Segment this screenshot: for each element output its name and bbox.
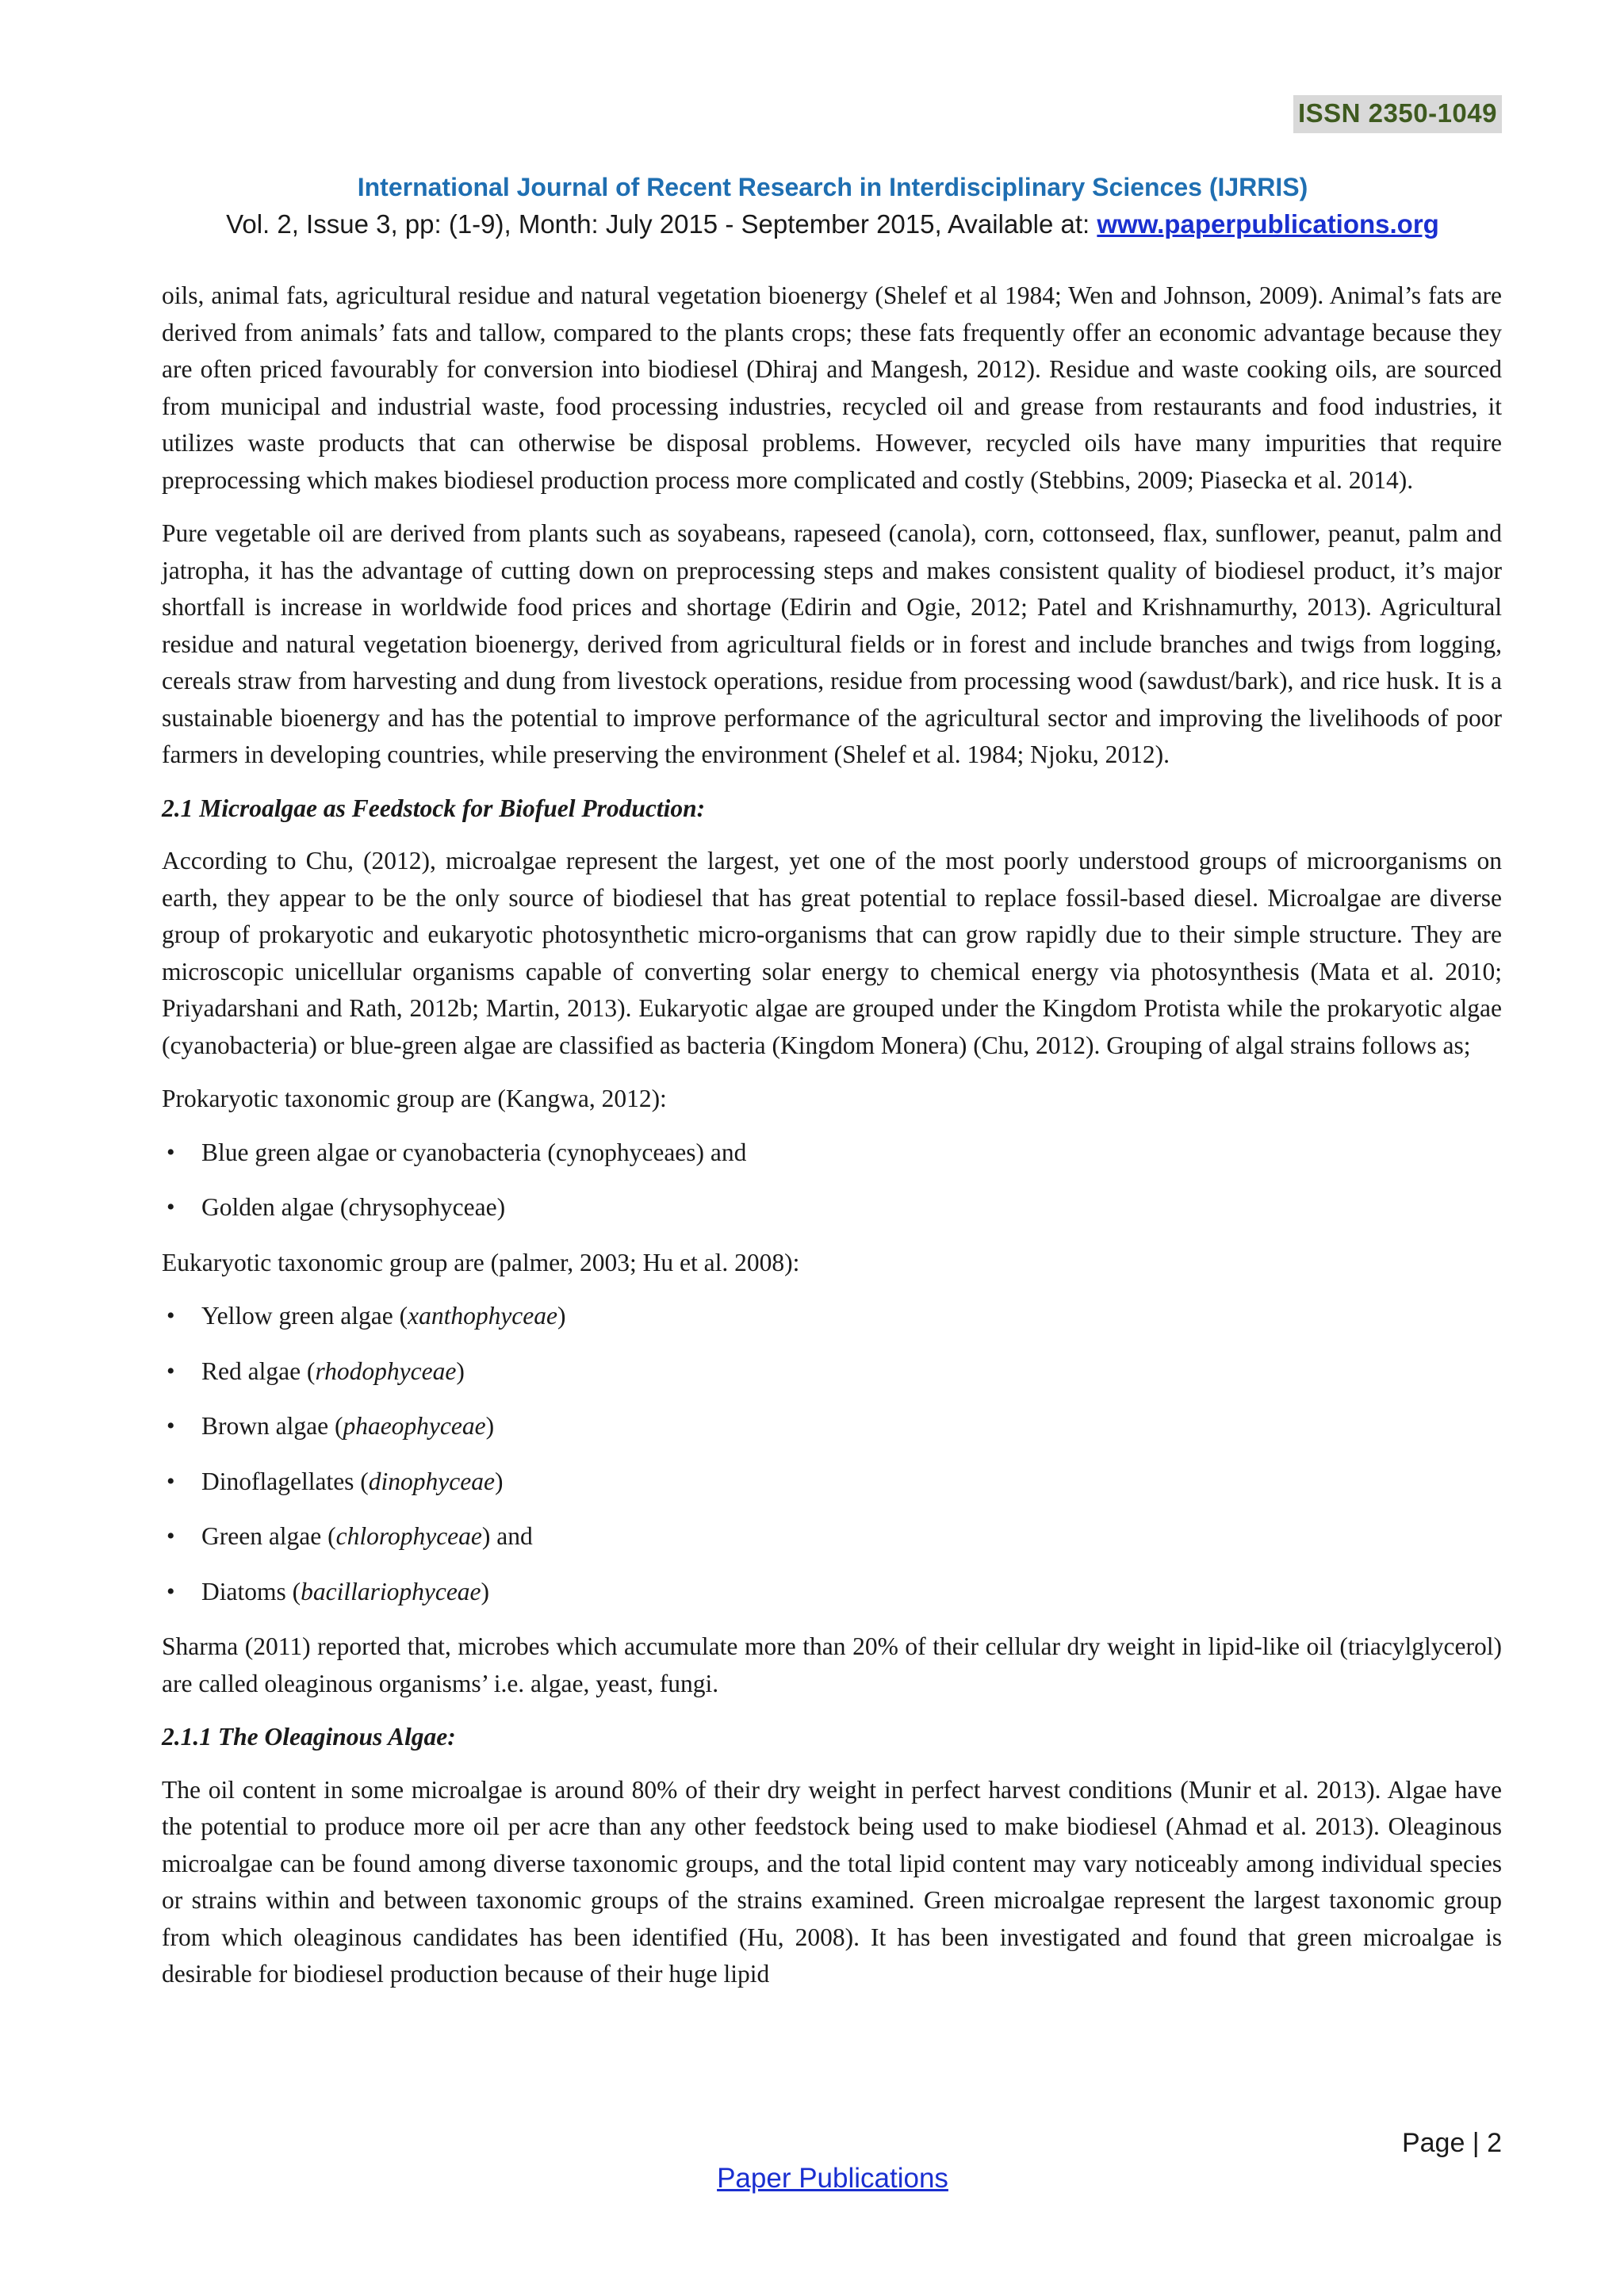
section-heading: 2.1.1 The Oleaginous Algae: xyxy=(162,1723,456,1751)
bullet-icon: • xyxy=(167,1357,175,1384)
paragraph: Eukaryotic taxonomic group are (palmer, 2003; Hu et al. 2008): xyxy=(162,1248,800,1276)
bullet-icon: • xyxy=(167,1523,175,1549)
journal-title: International Journal of Recent Research in Interdisciplinary Sciences (IJRRIS) xyxy=(357,173,1308,201)
article-body xyxy=(162,277,1502,2010)
bullet-icon: • xyxy=(167,1194,175,1220)
section-heading: 2.1 Microalgae as Feedstock for Biofuel Production: xyxy=(162,794,706,822)
list-item: • Diatoms (bacillariophyceae) xyxy=(162,1574,1502,1611)
list-item: • Yellow green algae (xanthophyceae) xyxy=(162,1298,1502,1335)
list-item: • Dinoflagellates (dinophyceae) xyxy=(162,1464,1502,1501)
bullet-icon: • xyxy=(167,1413,175,1439)
volume-text: Vol. 2, Issue 3, pp: (1-9), Month: July 2015 - September 2015, Available at: xyxy=(226,209,1097,239)
list-item: • Red algae (rhodophyceae) xyxy=(162,1353,1502,1391)
publisher-link[interactable]: Paper Publications xyxy=(717,2163,948,2194)
page-number: Page | 2 xyxy=(1401,2128,1502,2158)
bullet-icon: • xyxy=(167,1303,175,1329)
paragraph: oils, animal fats, agricultural residue and natural vegetation bioenergy (Shelef et al 1984; Wen and Johnson, 2009). Animal’s fats are derived from animals’ fats and tallow, compared to the plants crops; these fats frequently offer an economic advantage because they are often priced favourably for conversion into biodiesel (Dhiraj and Mangesh, 2012). Residue and waste cooking oils, are sourced from municipal and industrial waste, food processing industries, recycled oil and grease from restaurants and food industries, it utilizes waste products that can otherwise be disposal problems. However, recycled oils have many impurities that require preprocessing which makes biodiesel production process more complicated and costly (Stebbins, 2009; Piasecka et al. 2014). xyxy=(162,281,1502,494)
bullet-icon: • xyxy=(167,1578,175,1605)
paragraph: According to Chu, (2012), microalgae represent the largest, yet one of the most poorly understood groups of microorganisms on earth, they appear to be the only source of biodiesel that has great potential to replace fossil-based diesel. Microalgae are diverse group of prokaryotic and eukaryotic photosynthetic micro-organisms that can grow rapidly due to their simple structure. They are microscopic unicellular organisms capable of converting solar energy to chemical energy via photosynthesis (Mata et al. 2010; Priyadarshani and Rath, 2012b; Martin, 2013). Eukaryotic algae are grouped under the Kingdom Protista while the prokaryotic algae (cyanobacteria) or blue-green algae are classified as bacteria (Kingdom Monera) (Chu, 2012). Grouping of algal strains follows as; xyxy=(162,847,1502,1059)
paragraph: Sharma (2011) reported that, microbes which accumulate more than 20% of their cellular dry weight in lipid-like oil (triacylglycerol) are called oleaginous organisms’ i.e. algae, yeast, fungi. xyxy=(162,1632,1502,1697)
paragraph: Prokaryotic taxonomic group are (Kangwa, 2012): xyxy=(162,1085,667,1112)
prokaryotic-list xyxy=(162,1135,1502,1226)
list-item: • Golden algae (chrysophyceae) xyxy=(162,1189,1502,1226)
paragraph: The oil content in some microalgae is around 80% of their dry weight in perfect harvest conditions (Munir et al. 2013). Algae have the potential to produce more oil per acre than any other feedstock being used to make biodiesel (Ahmad et al. 2013). Oleaginous microalgae can be found among diverse taxonomic groups, and the total lipid content may vary noticeably among individual species or strains within and between taxonomic groups of the strains examined. Green microalgae represent the largest taxonomic group from which oleaginous candidates has been identified (Hu, 2008). It has been investigated and found that green microalgae is desirable for biodiesel production because of their huge lipid xyxy=(162,1775,1502,1988)
issn-badge: ISSN 2350-1049 xyxy=(1293,95,1502,133)
bullet-icon: • xyxy=(167,1138,175,1165)
bullet-icon: • xyxy=(167,1468,175,1494)
eukaryotic-list xyxy=(162,1298,1502,1610)
publisher-footer xyxy=(0,2163,1624,2195)
website-link[interactable]: www.paperpublications.org xyxy=(1097,209,1439,239)
list-item: • Blue green algae or cyanobacteria (cynophyceaes) and xyxy=(162,1135,1502,1172)
paragraph: Pure vegetable oil are derived from plants such as soyabeans, rapeseed (canola), corn, cottonseed, flax, sunflower, peanut, palm and jatropha, it has the advantage of cutting down on preprocessing steps and makes consistent quality of biodiesel product, it’s major shortfall is increase in worldwide food prices and shortage (Edirin and Ogie, 2012; Patel and Krishnamurthy, 2013). Agricultural residue and natural vegetation bioenergy, derived from agricultural fields or in forest and include branches and twigs from logging, cereals straw from harvesting and dung from livestock operations, residue from processing wood (sawdust/bark), and rice husk. It is a sustainable bioenergy and has the potential to improve performance of the agricultural sector and improving the livelihoods of poor farmers in developing countries, while preserving the environment (Shelef et al. 1984; Njoku, 2012). xyxy=(162,519,1502,768)
volume-line xyxy=(0,209,1624,239)
list-item: • Brown algae (phaeophyceae) xyxy=(162,1408,1502,1445)
list-item: • Green algae (chlorophyceae) and xyxy=(162,1518,1502,1556)
